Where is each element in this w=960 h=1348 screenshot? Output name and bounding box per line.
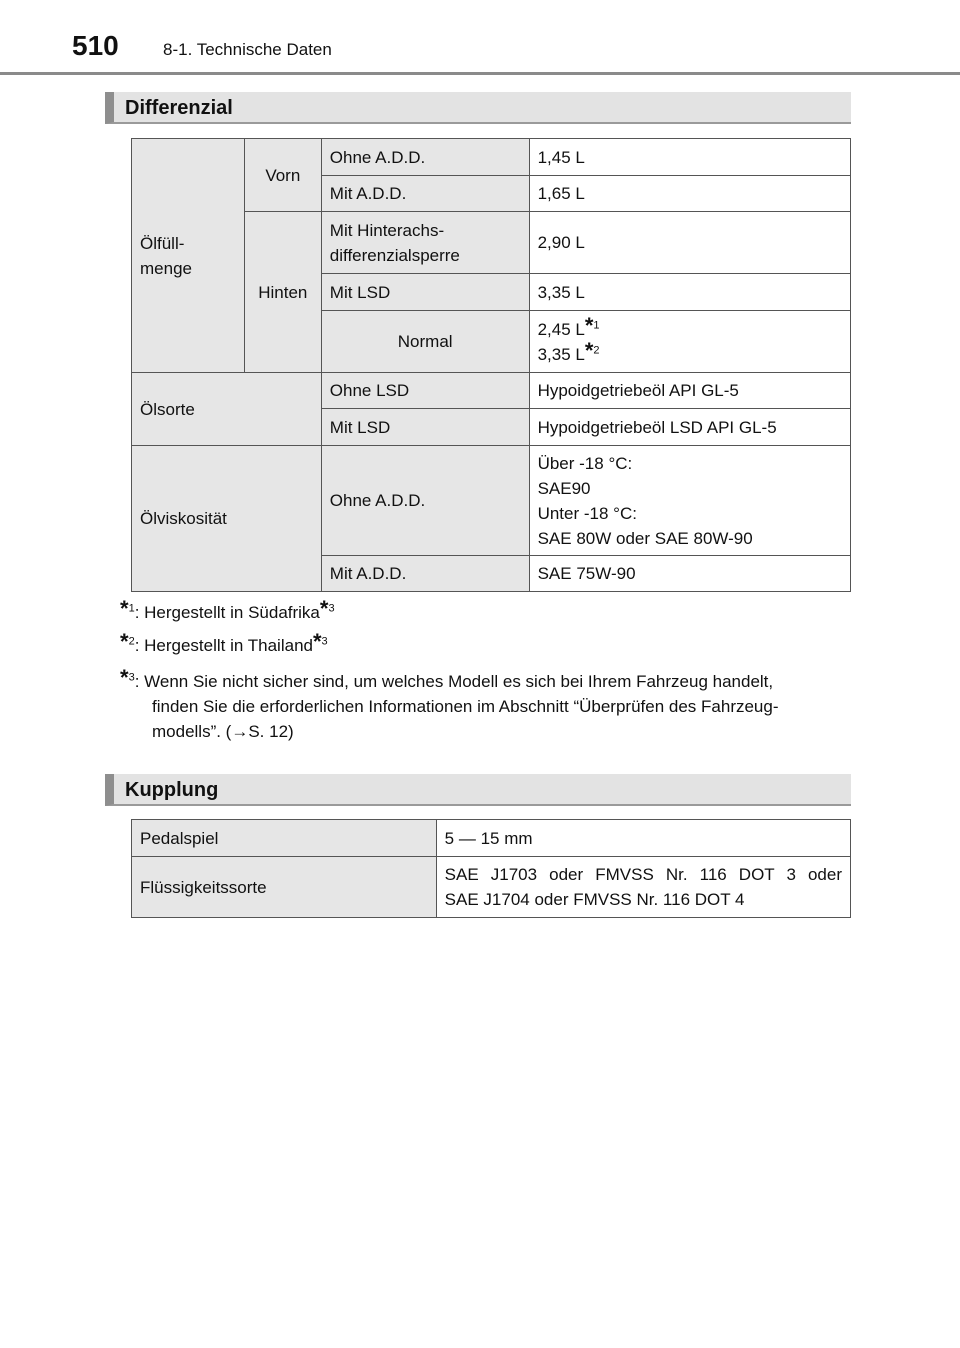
cell-text: Ölfüll-: [140, 233, 185, 253]
table-cell: Mit A.D.D.: [321, 176, 529, 212]
header-rule: [0, 72, 960, 75]
footnote-ref: 3: [328, 602, 335, 615]
oelsorte-cell: Ölsorte: [132, 373, 322, 446]
footnote-text: : Wenn Sie nicht sicher sind, um welches Modell es sich bei Ihrem Fahrzeug handelt,: [134, 672, 774, 691]
table-cell: Mit A.D.D.: [321, 556, 529, 592]
oelfuellmenge-cell: [132, 139, 245, 373]
footnote-ref: 1: [593, 318, 600, 331]
value-text: 2,45 L: [537, 319, 585, 339]
value-text: 3,35 L: [537, 344, 585, 364]
cell-text: Mit Hinterachs-: [329, 220, 445, 240]
vorn-cell: Vorn: [244, 139, 321, 212]
footnote-line: modells”. (→S. 12): [152, 722, 294, 741]
value-line: Unter -18 °C:: [537, 503, 637, 523]
footnote-star: *: [584, 337, 594, 363]
table-cell: Ohne LSD: [321, 373, 529, 409]
value-line: [537, 337, 842, 367]
footnote-text: : Hergestellt in Thailand: [134, 636, 313, 655]
footnote-ref: 2: [593, 343, 600, 356]
table-cell: Mit LSD: [321, 409, 529, 446]
footnote-3: [120, 665, 850, 744]
section-title: Kupplung: [125, 779, 219, 801]
value-line: [537, 312, 842, 342]
oelviskositaet-cell: Ölviskosität: [132, 446, 322, 592]
section-header-kupplung: [105, 774, 851, 806]
table-cell: Hypoidgetriebeöl API GL-5: [529, 373, 850, 409]
value-line: SAE90: [537, 478, 591, 498]
page-number: 510: [72, 30, 119, 61]
footnote-line: finden Sie die erforderlichen Informationen im Abschnitt “Überprüfen des Fahrzeug-: [152, 697, 779, 716]
footnote-2: [120, 629, 850, 658]
kupplung-table: [131, 819, 851, 918]
footnote-star: *: [584, 312, 594, 338]
footnote-number: 2: [128, 635, 135, 648]
footnote-line: [120, 665, 850, 694]
table-cell: Ohne A.D.D.: [321, 446, 529, 556]
table-cell: 1,65 L: [529, 176, 850, 212]
table-cell: Ohne A.D.D.: [321, 139, 529, 176]
footnote-text: : Hergestellt in Südafrika: [134, 603, 320, 622]
footnote-star: *: [120, 629, 129, 654]
table-cell: Mit LSD: [321, 274, 529, 311]
table-cell: Flüssigkeitssorte: [132, 857, 437, 918]
footnote-star: *: [319, 596, 329, 621]
cell-text: menge: [140, 258, 192, 278]
table-cell: [321, 212, 529, 274]
value-line: Über -18 °C:: [537, 453, 633, 473]
footnote-star: *: [312, 629, 322, 654]
table-cell: [529, 446, 850, 556]
chapter-title: 8-1. Technische Daten: [163, 40, 332, 59]
footnote-star: *: [120, 665, 129, 690]
section-title: Differenzial: [125, 97, 233, 119]
table-cell: Hypoidgetriebeöl LSD API GL-5: [529, 409, 850, 446]
footnote-star: *: [120, 596, 129, 621]
table-cell: SAE 75W-90: [529, 556, 850, 592]
footnote-number: 1: [128, 602, 135, 615]
table-cell: Normal: [321, 311, 529, 373]
cell-text: differenzialsperre: [329, 245, 460, 265]
value-line: SAE J1703 oder FMVSS Nr. 116 DOT 3 oder: [444, 865, 842, 884]
table-cell: 5 — 15 mm: [436, 820, 850, 857]
value-line: SAE 80W oder SAE 80W-90: [537, 528, 753, 548]
footnote-ref: 3: [321, 635, 328, 648]
table-cell: 3,35 L: [529, 274, 850, 311]
value-line: SAE J1704 oder FMVSS Nr. 116 DOT 4: [444, 890, 745, 909]
hinten-cell: Hinten: [244, 212, 321, 373]
table-cell: Pedalspiel: [132, 820, 437, 857]
table-cell: [436, 857, 850, 918]
footnote-number: 3: [128, 671, 135, 684]
table-cell: [529, 311, 850, 373]
table-cell: 1,45 L: [529, 139, 850, 176]
differenzial-table: [131, 138, 851, 592]
table-cell: 2,90 L: [529, 212, 850, 274]
footnote-1: [120, 596, 850, 625]
section-header-differenzial: [105, 92, 851, 124]
